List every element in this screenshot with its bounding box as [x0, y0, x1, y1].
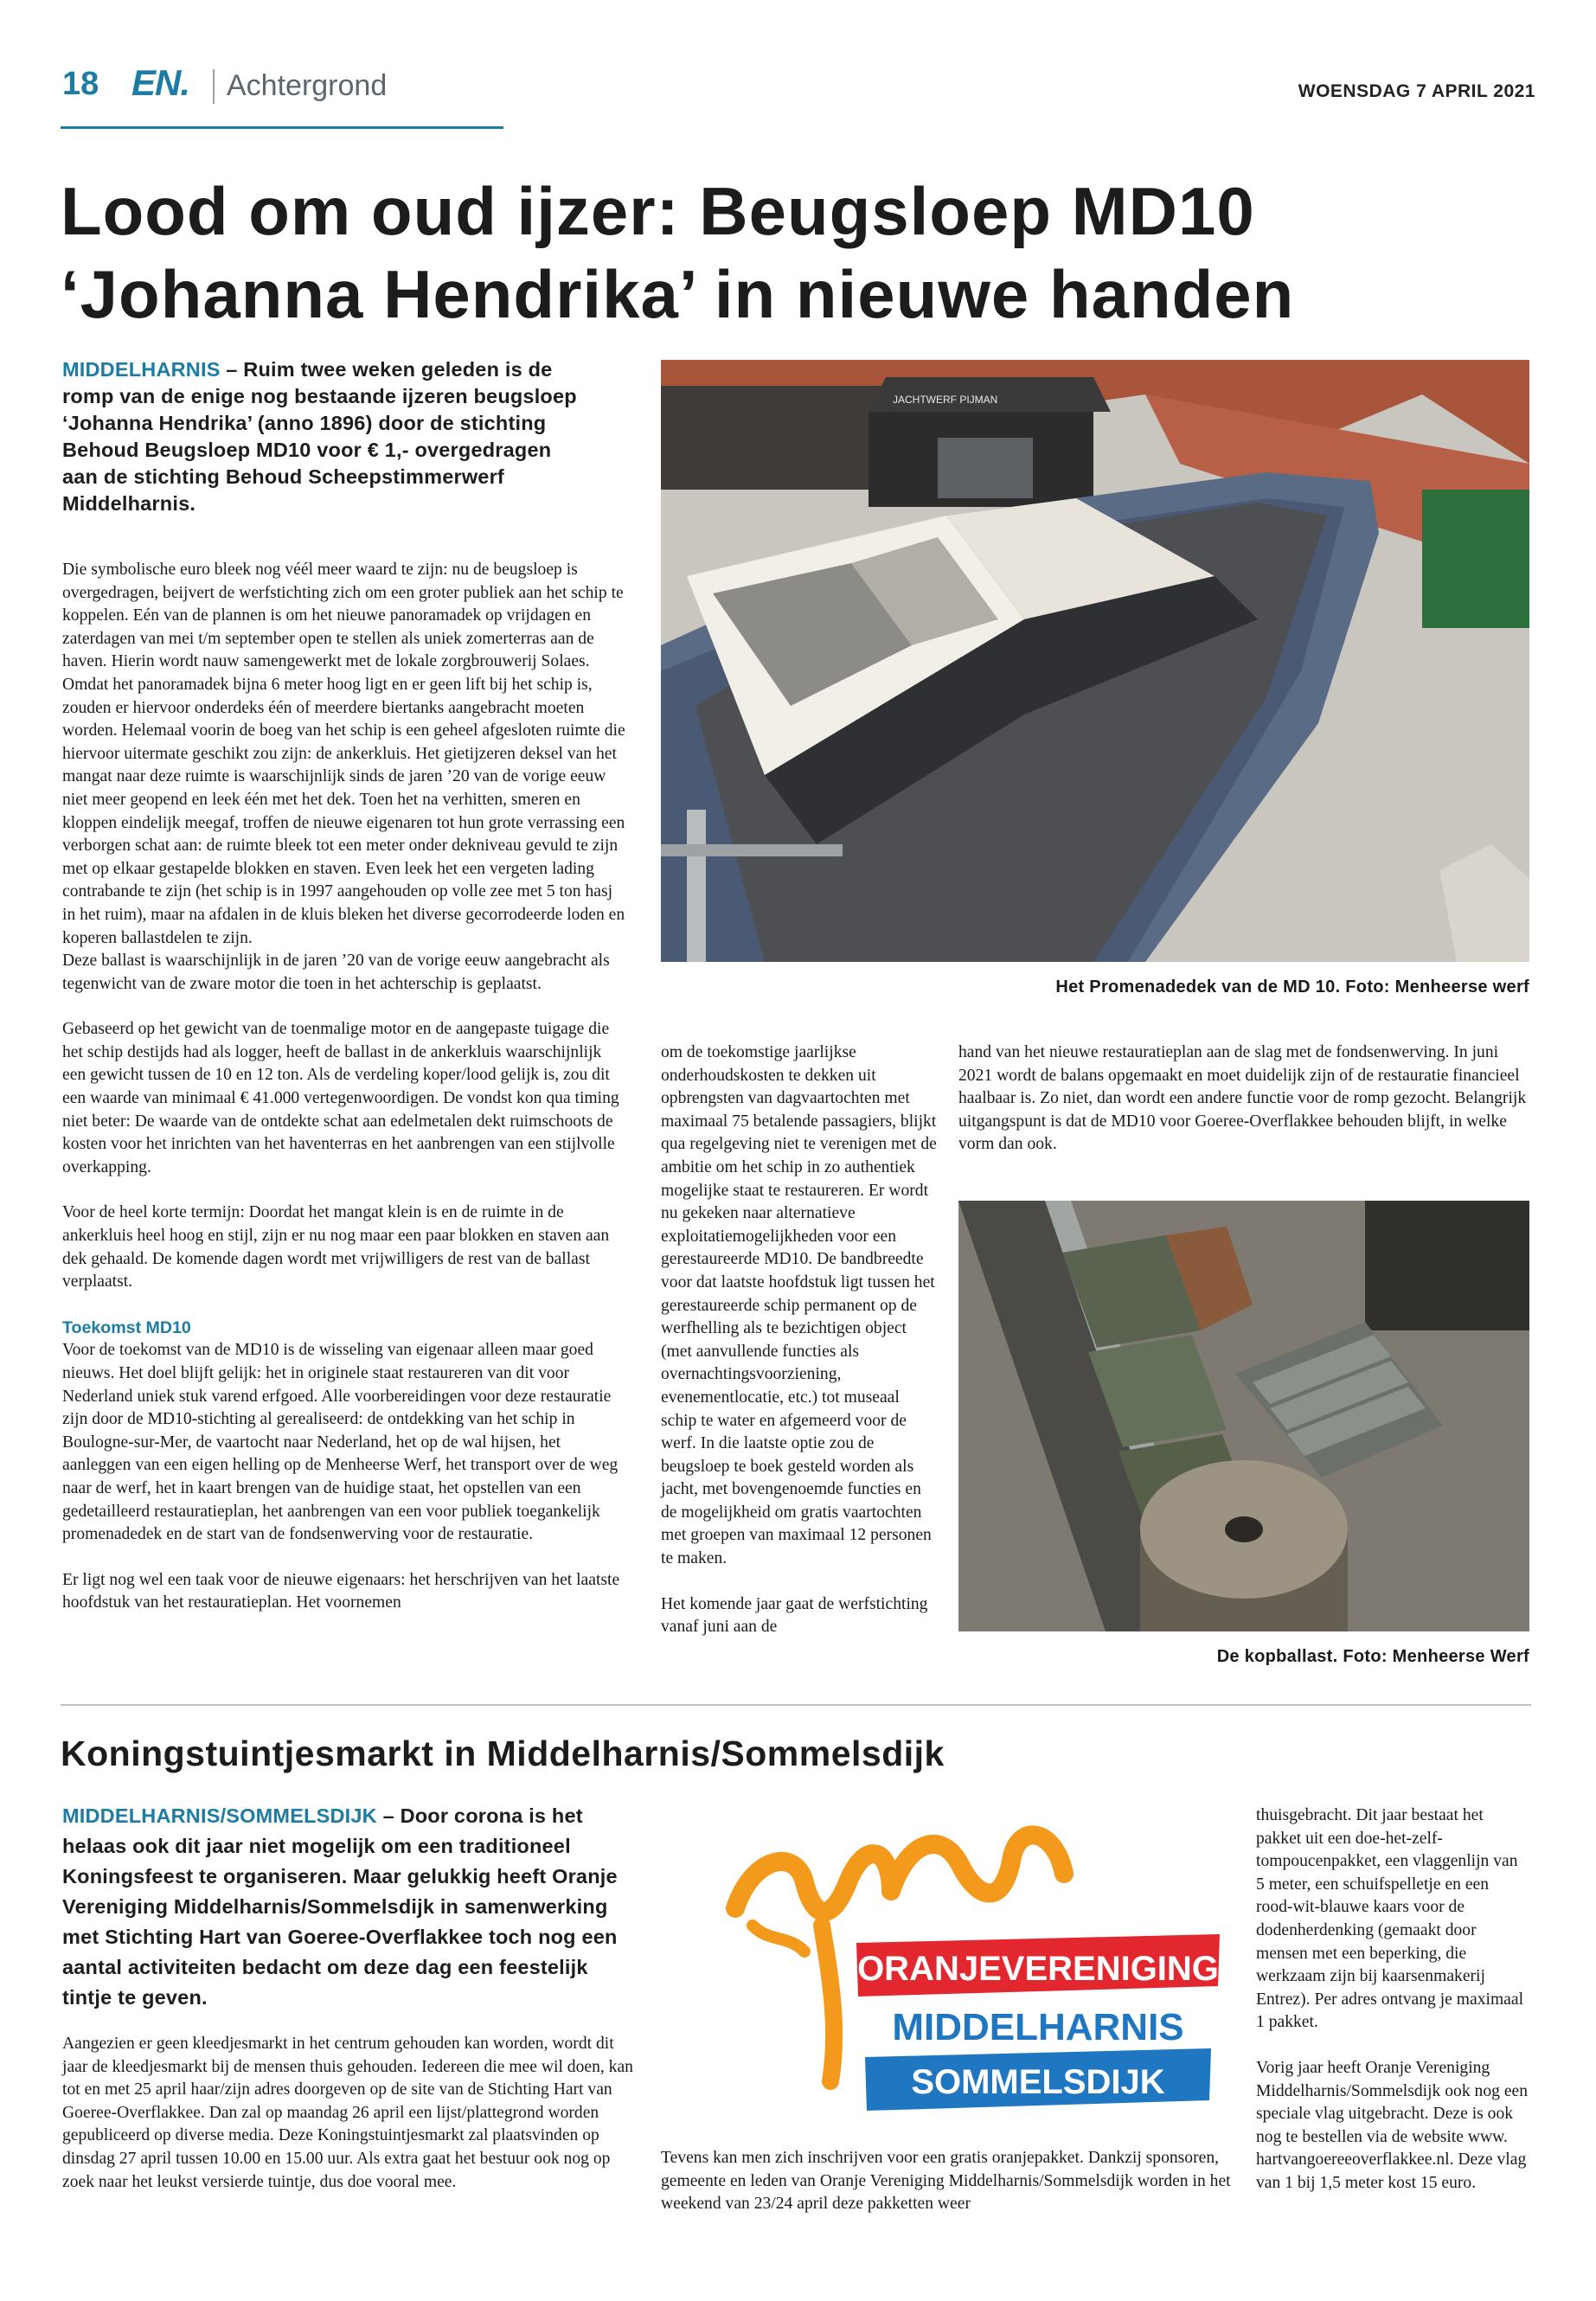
logo-line-3: SOMMELSDIJK — [911, 2063, 1165, 2101]
crown-logo-graphic — [701, 1804, 1228, 2116]
paragraph: Aangezien er geen kleedjesmarkt in het centrum gehouden kan worden, wordt dit jaar de kleedjesmarkt bij de mensen thuis gehouden. Iedereen die mee wil doen, kan tot en met 25 april haar/zijn adres doorgeven op de site van de Stichting Hart van Goeree-Overflakkee. Dan zal op maandag 26 april een lijst/plattegrond worden gepubliceerd op diverse media. Deze Koningstuintjesmarkt zal plaatsvinden op dinsdag 27 april tussen 10.00 en 15.00 uur. Als extra gaat het bestuur ook nog op zoek naar het leukst versierde tuintje, dus doe vooral mee. — [62, 2035, 633, 2191]
page-number: 18 — [62, 66, 99, 102]
article-column-3 — [1256, 1804, 1529, 2218]
article-lead — [62, 356, 581, 517]
dateline: MIDDELHARNIS/SOMMELSDIJK — [62, 1804, 377, 1827]
paragraph: Tevens kan men zich inschrijven voor een gratis oranjepakket. Dankzij sponsoren, gemeente en leden van Oranje Vereniging Middelharnis/Sommelsdijk worden in het weekend van 23/24 april deze pakketten weer — [661, 2149, 1231, 2214]
masthead-separator — [213, 69, 215, 104]
paragraph: om de toekomstige jaarlijkse onderhoudskosten te dekken uit opbrengsten van dagvaartochten met maximaal 75 betalende passagiers, blijkt qua regelgeving niet te verenigen met de ambitie om het schip in zo authentiek mogelijke staat te restaureren. Er wordt nu gekeken naar alternatieve exploitatiemogelijkheden voor een gerestaureerde MD10. De bandbreedte voor dat laatste hoofdstuk ligt tussen het gerestaureerde schip permanent op de werfhelling als te bezichtigen object (met aanvullende functies als overnachtingsvoorziening, evenementlocatie, etc.) tot museaal schip te water en afgemeerd voor de werf. In die laatste optie zou de beugsloep te boek gesteld worden als jacht, met bovengenoemde functies en de mogelijkheid om gratis vaartochten met groepen van maximaal 12 personen te maken. — [661, 1043, 937, 1568]
paragraph: Er ligt nog wel een taak voor de nieuwe eigenaars: het herschrijven van het laatste hoofdstuk van het restauratieplan. Het voornemen — [62, 1570, 620, 1612]
logo-line-2: MIDDELHARNIS — [892, 2006, 1184, 2048]
ship-deck-illustration — [661, 360, 1529, 962]
paragraph: thuisgebracht. Dit jaar bestaat het pakket uit een doe-het-zelf-tompoucenpakket, een vlaggenlijn van 5 meter, een schuifspelletje en een rood-wit-blauwe kaars voor de dodenherdenking (gemaakt door mensen met een beperking, die werkzaam zijn bij kaarsenmakerij Entrez). Per adres ontvang je maximaal 1 pakket. — [1256, 1806, 1524, 2032]
paragraph: Die symbolische euro bleek nog véél meer waard te zijn: nu de beugsloep is overgedragen, beijvert de werfstichting zich om een groter publiek aan het schip te koppelen. Eén van de plannen is om het nieuwe panoramadek op vrijdagen en zaterdagen van mei t/m september open te stellen als uniek zomerterras aan de haven. Hierin wordt nauw samengewerkt met de lokale zorgbrouwerij Solaes. Omdat het panoramadek bijna 6 meter hoog ligt en er geen lift bij het schip is, zouden er hiervoor onderdeks één of meerdere biertanks aangebracht moeten worden. Helemaal voorin de boeg van het schip is een geheel afgesloten ruimte die hiervoor uitermate geschikt zou zijn: de ankerkluis. Het gietijzeren deksel van het mangat naar deze ruimte is waarschijnlijk sinds de jaren ’20 van de vorige eeuw niet meer geopend en leek één met het dek. Toen het na verhitten, smeren en kloppen eindelijk meegaf, troffen de nieuwe eigenaren tot hun grote verrassing een verborgen schat aan: de ruimte bleek tot een meter onder dekniveau gevuld te zijn met op elkaar gestapelde blokken en staven. Even leek het een vergeten lading contrabande te zijn (het schip is in 1997 aangehouden op volle zee met 5 ton hasj in het ruim), maar na afdalen in de kluis bleken het diverse gecorrodeerde loden en koperen ballastdelen te zijn. — [62, 561, 625, 947]
photo-ballast — [958, 1201, 1529, 1631]
logo-line-1: ORANJEVERENIGING — [857, 1950, 1219, 1988]
article-column-3 — [958, 1042, 1529, 1179]
article-column-2 — [661, 2147, 1232, 2239]
lead-text: – Ruim twee weken geleden is de romp van de enige nog bestaande ijzeren beugsloep ‘Johanna Hendrika’ (anno 1896) door de stichting Behoud Beugsloep MD10 voor € 1,- overgedragen aan de stichting Behoud Scheepstimmerwerf Middelharnis. — [62, 358, 577, 515]
subheading: Toekomst MD10 — [62, 1317, 191, 1337]
article-headline: Koningstuintjesmarkt in Middelharnis/Sommelsdijk — [61, 1734, 945, 1773]
section-label: Achtergrond — [227, 69, 388, 102]
newspaper-logo: EN. — [131, 62, 190, 103]
paragraph: Voor de toekomst van de MD10 is de wisseling van eigenaar alleen maar goed nieuws. Het doel blijft gelijk: het in originele staat restaureren van dit voor Nederland uniek stuk varend erfgoed. Alle voorbereidingen voor deze restauratie zijn door de MD10-stichting al gerealiseerd: de ontdekking van het schip in Boulogne-sur-Mer, de vaartocht naar Nederland, het op de wal hijsen, het aanleggen van een eigen helling op de Menheerse Werf, het transport over de weg naar de werf, het in kaart brengen van de huidige staat, het opstellen van een gedetailleerd restauratieplan, het aanbrengen van een voor publiek toegankelijk promenadedek en de start van de fondsenwerving voor de restauratie. — [62, 1341, 619, 1544]
photo-promenade-deck — [661, 360, 1529, 962]
yard-sign-text: JACHTWERF PIJMAN — [893, 394, 998, 406]
lead-text: – Door corona is het helaas ook dit jaar niet mogelijk om een traditioneel Koningsfeest te organiseren. Maar gelukkig heeft Oranje Vereniging Middelharnis/Sommelsdijk in samenwerking met Stichting Hart van Goeree-Overflakkee toch nog een aantal activiteiten bedacht om deze dag een feestelijk tintje te geven. — [62, 1804, 618, 2009]
paragraph: Gebaseerd op het gewicht van de toenmalige motor en de aangepaste tuigage die het schip destijds had als logger, heeft de ballast in de ankerkluis waarschijnlijk een gewicht tussen de 10 en 12 ton. Als de verdeling koper/lood gelijk is, zou dit een waarde van minimaal € 41.000 vertegenwoordigen. De vondst kon qua timing niet beter: De waarde van de ontdekte schat aan edelmetalen dekt ruimschoots de kosten voor het inrichten van het haventerras en het aanbrengen van een stijlvolle overkapping. — [62, 1020, 619, 1176]
headline-line-2: ‘Johanna Hendrika’ in nieuwe handen — [61, 256, 1295, 332]
ballast-illustration — [958, 1201, 1529, 1631]
paragraph: hand van het nieuwe restauratieplan aan de slag met de fondsenwerving. In juni 2021 wordt de balans opgemaakt en moet duidelijk zijn of de restauratie financieel haalbaar is. Zo niet, dan wordt een andere functie voor de romp gezocht. Belangrijk uitgangspunt is dat de MD10 voor Goeree-Overflakkee behouden blijft, in welke vorm dan ook. — [958, 1043, 1527, 1154]
headline-line-1: Lood om oud ijzer: Beugsloep MD10 — [61, 173, 1255, 249]
article-lead — [62, 1801, 633, 2013]
photo-caption: Het Promenadedek van de MD 10. Foto: Menheerse werf — [1055, 977, 1529, 997]
article-column-1 — [62, 559, 629, 1638]
article-column-2 — [661, 1042, 938, 1662]
oranjevereniging-logo — [701, 1804, 1228, 2116]
dateline: MIDDELHARNIS — [62, 358, 221, 381]
paragraph: Het komende jaar gaat de werfstichting vanaf juni aan de — [661, 1594, 928, 1637]
issue-date: WOENSDAG 7 APRIL 2021 — [1298, 81, 1535, 101]
photo-caption: De kopballast. Foto: Menheerse Werf — [1216, 1647, 1529, 1666]
article-column-1 — [62, 2033, 633, 2216]
article-headline — [61, 170, 1497, 336]
paragraph: Voor de heel korte termijn: Doordat het mangat klein is en de ruimte in de ankerkluis heel hoog en stijl, zijn er nu nog maar een paar blokken en staven aan dek gehaald. De komende dagen wordt met vrijwilligers de rest van de ballast verplaatst. — [62, 1203, 610, 1292]
paragraph: Deze ballast is waarschijnlijk in de jaren ’20 van de vorige eeuw aangebracht als tegenwicht van de zware motor die toen in het achterschip is geplaatst. — [62, 952, 610, 993]
paragraph: Vorig jaar heeft Oranje Vereniging Middelharnis/Sommelsdijk ook nog een speciale vlag uitgebracht. Deze is ook nog te bestellen via de website www. hartvangoereeoverflakkee.nl. Deze vlag van 1 bij 1,5 meter kost 15 euro. — [1256, 2058, 1529, 2192]
masthead-rule — [61, 126, 503, 129]
article-divider — [61, 1704, 1531, 1706]
